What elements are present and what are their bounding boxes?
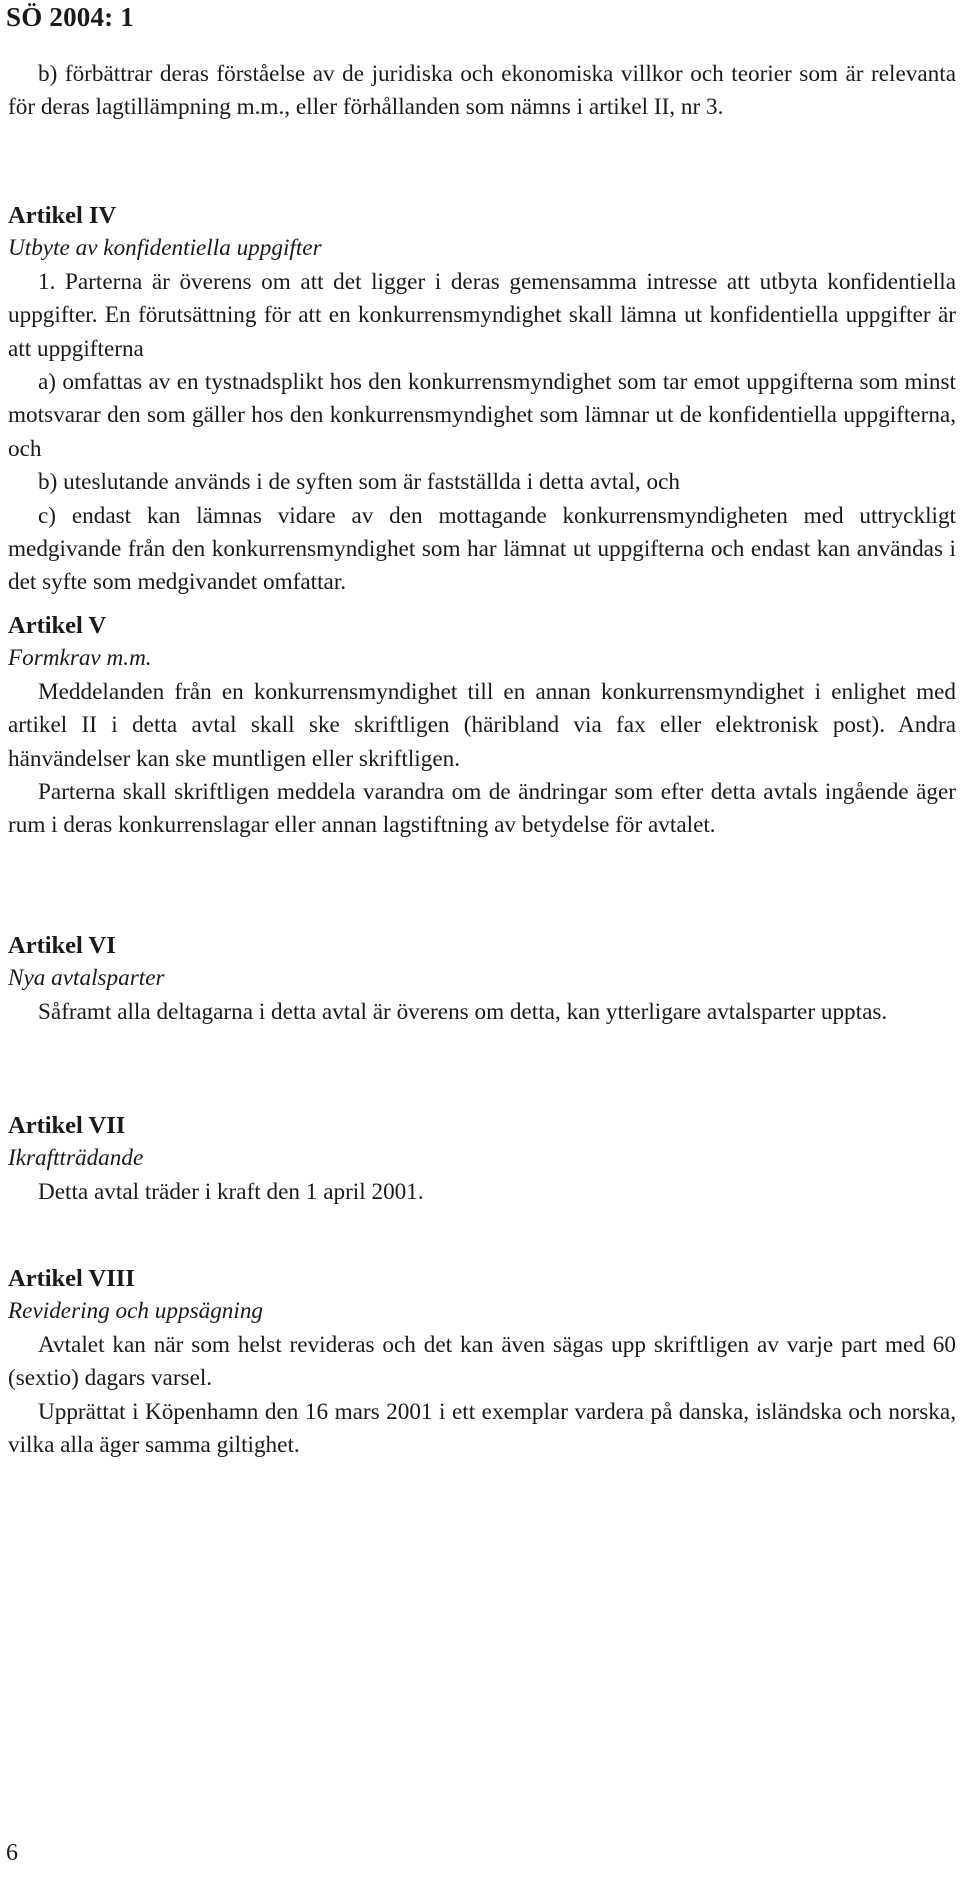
article-viii-subtitle: Revidering och uppsägning <box>8 1298 264 1325</box>
intro-paragraph: b) förbättrar deras förståelse av de juridiska och ekonomiska villkor och teorier som är relevanta för deras lagtillämpning m.m., eller förhållanden som nämns i artikel II, nr 3. <box>8 61 956 121</box>
article-vi <box>8 929 956 1029</box>
article-vi-paragraph-1: Såframt alla deltagarna i detta avtal är överens om detta, kan ytterligare avtalsparter upptas. <box>38 998 888 1025</box>
article-viii-paragraph-1: Avtalet kan när som helst revideras och det kan även sägas upp skriftligen av varje part med 60 (sextio) dagars varsel. <box>8 1331 956 1392</box>
article-v-paragraph-1: Meddelanden från en konkurrensmyndighet till en annan konkurrensmyndighet i enlighet med artikel II i detta avtal skall ske skriftligen (häribland via fax eller elektronisk post). Andra hänvändelser kan ske muntligen eller skriftligen. <box>8 678 956 772</box>
article-v-subtitle: Formkrav m.m. <box>8 645 152 672</box>
article-iv-item-b: b) uteslutande används i de syften som är fastställda i detta avtal, och <box>38 469 680 496</box>
article-iv-title: Artikel IV <box>8 202 117 229</box>
article-v-title: Artikel V <box>8 612 107 639</box>
article-v-paragraph-2: Parterna skall skriftligen meddela varandra om de ändringar som efter detta avtals ingående äger rum i deras konkurrenslagar eller annan lagstiftning av betydelse för avtalet. <box>8 779 956 839</box>
article-vi-title: Artikel VI <box>8 932 116 959</box>
article-viii-paragraph-2: Upprättat i Köpenhamn den 16 mars 2001 i ett exemplar vardera på danska, isländska och norska, vilka alla äger samma giltighet. <box>8 1398 956 1459</box>
article-iv-subtitle: Utbyte av konfidentiella uppgifter <box>8 235 322 262</box>
page-number: 6 <box>6 1840 18 1866</box>
article-vii-subtitle: Ikraftträdande <box>8 1145 144 1172</box>
article-iv-item-a: a) omfattas av en tystnadsplikt hos den konkurrensmyndighet som tar emot uppgifterna som minst motsvarar den som gäller hos den konkurrensmyndighet som lämnar ut de konfidentiella uppgifterna, och <box>8 369 956 462</box>
article-viii <box>8 1262 956 1462</box>
article-iv-paragraph-1: 1. Parterna är överens om att det ligger i deras gemensamma intresse att utbyta konfidentiella uppgifter. En förutsättning för att en konkurrensmyndighet skall lämna ut konfidentiella uppgifter är att uppgifterna <box>8 268 956 362</box>
article-iv <box>8 199 956 600</box>
article-v <box>8 609 956 843</box>
article-vii-paragraph-1: Detta avtal träder i kraft den 1 april 2001. <box>38 1178 424 1205</box>
running-header: SÖ 2004: 1 <box>6 2 135 32</box>
intro-section <box>8 58 956 125</box>
article-vi-subtitle: Nya avtalsparter <box>8 965 165 992</box>
article-vii-title: Artikel VII <box>8 1112 126 1139</box>
article-vii <box>8 1109 956 1209</box>
article-iv-item-c: c) endast kan lämnas vidare av den mottagande konkurrensmyndigheten med uttryckligt medgivande från den konkurrensmyndighet som har lämnat ut uppgifterna och endast kan användas i det syfte som medgivandet omfattar. <box>8 502 956 596</box>
article-viii-title: Artikel VIII <box>8 1265 135 1292</box>
